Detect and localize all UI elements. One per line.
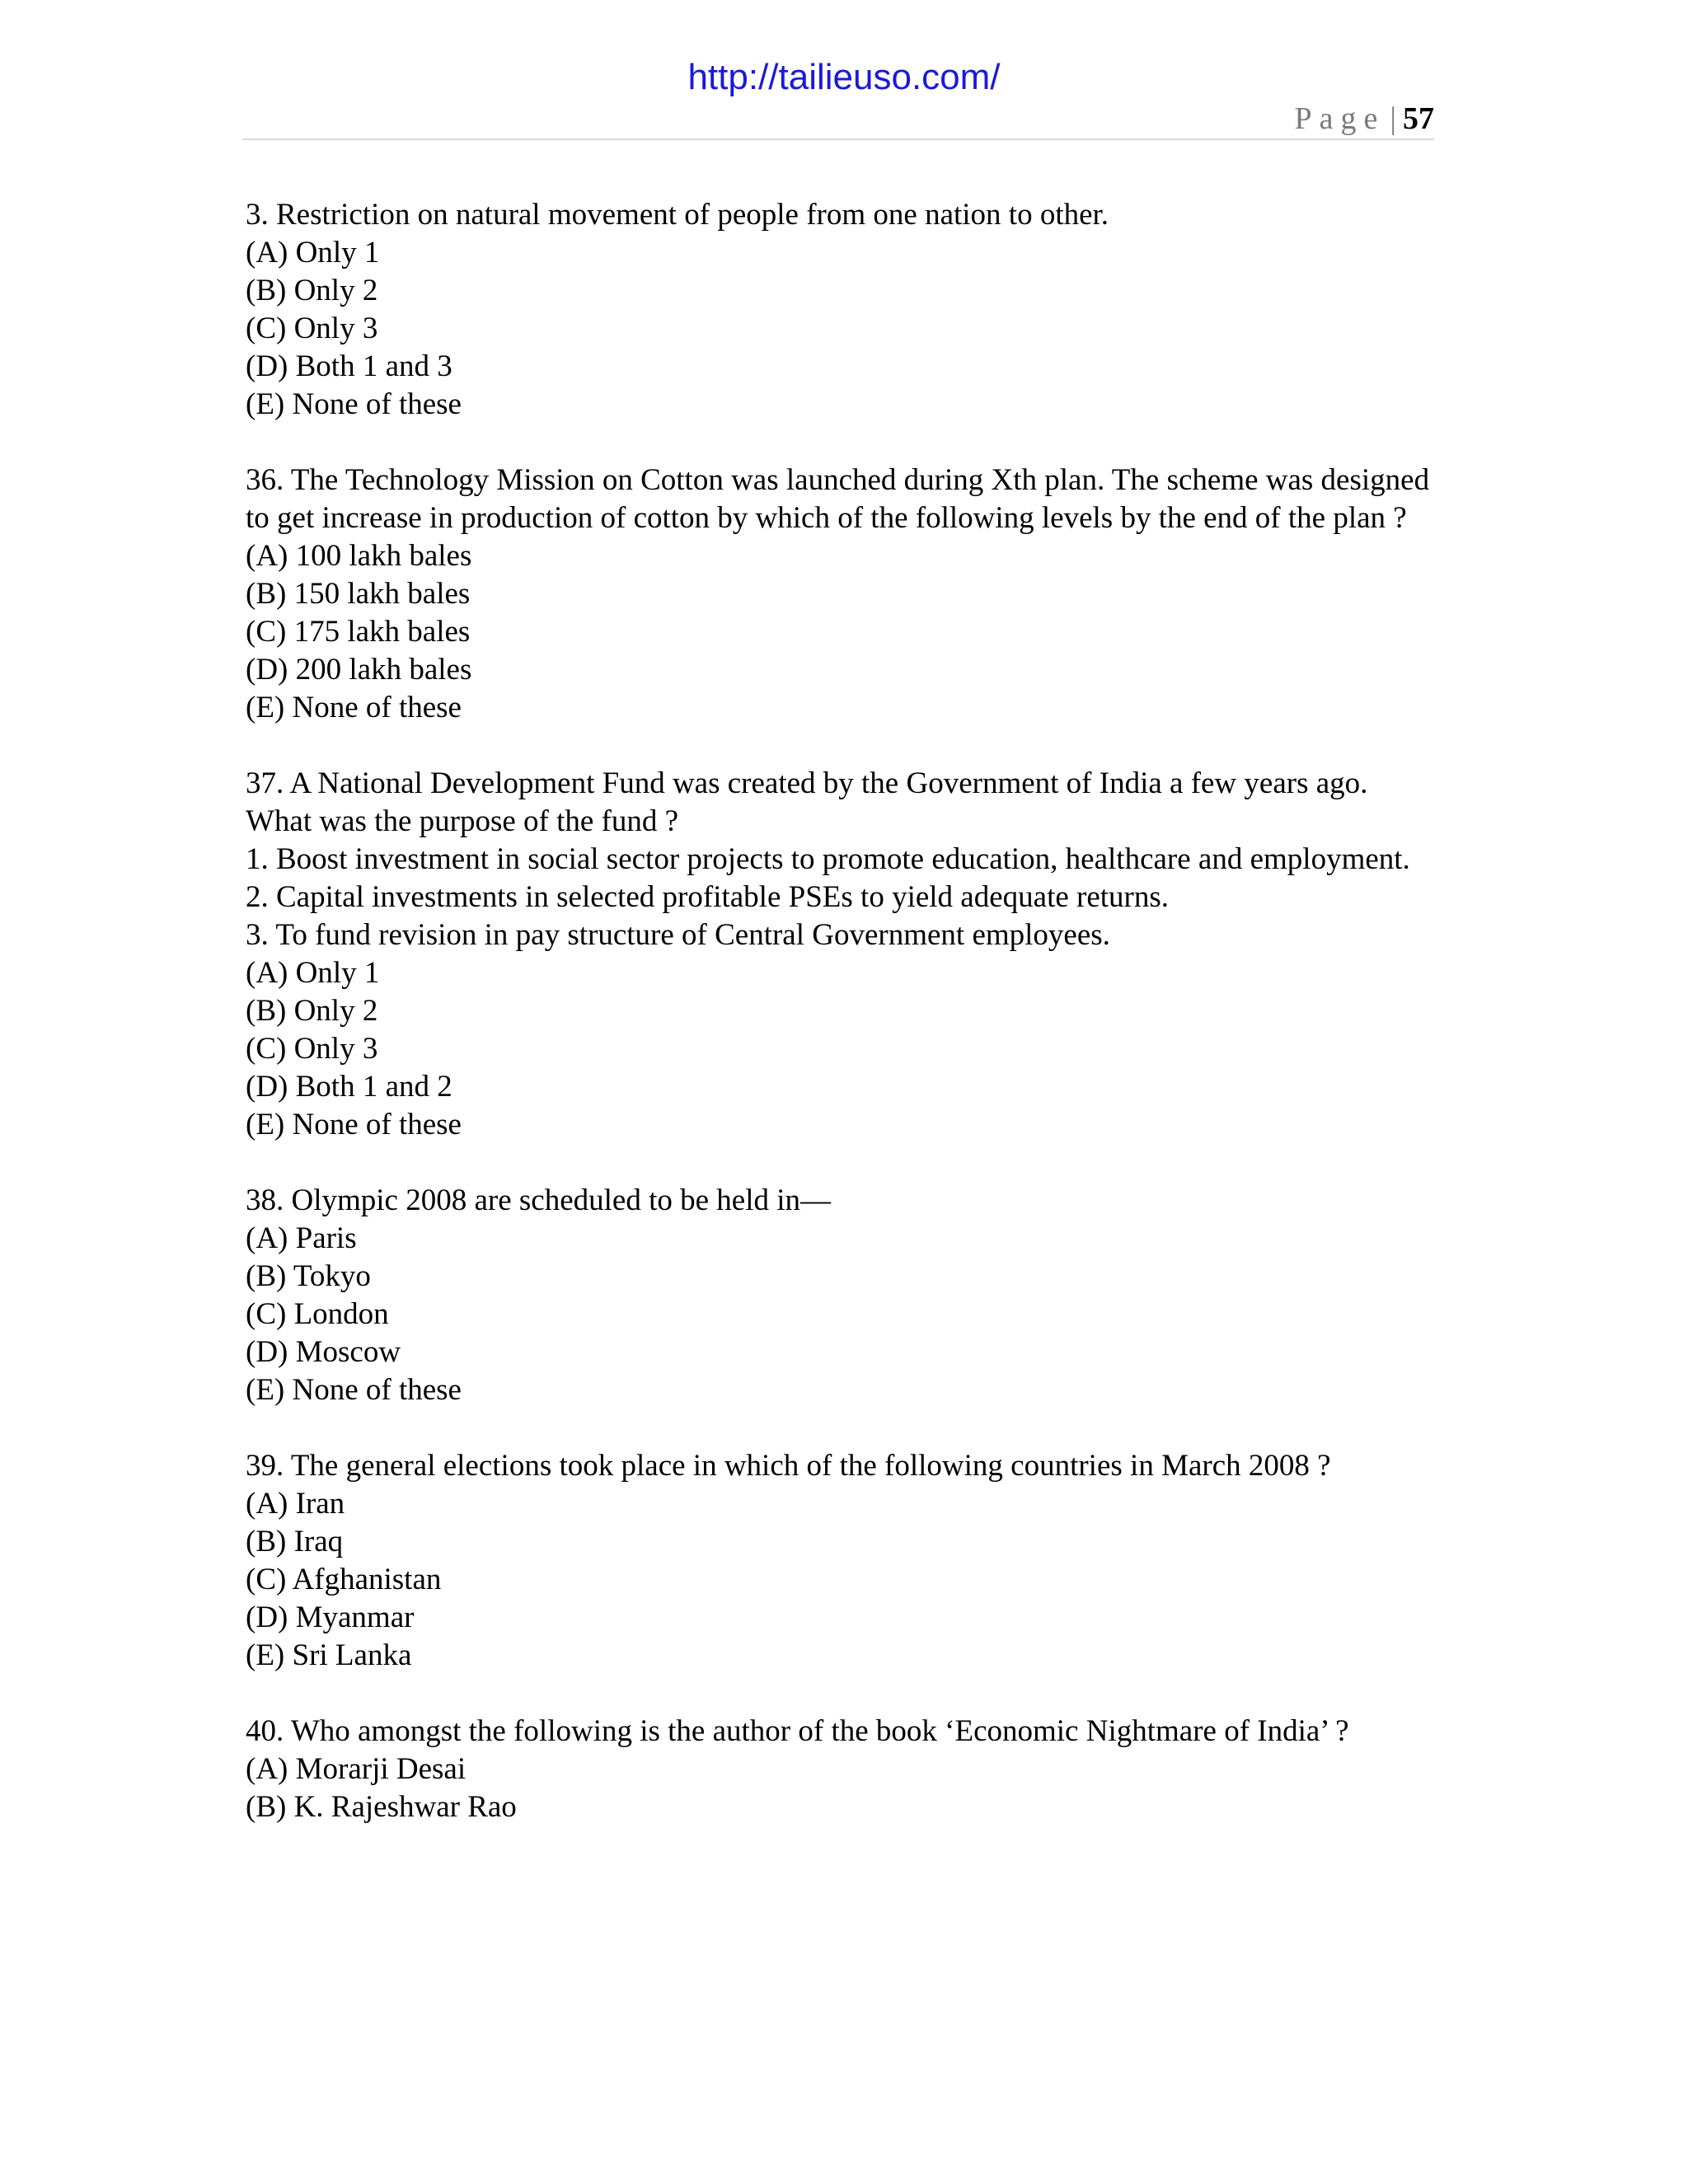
option-e: (E) None of these xyxy=(246,1373,462,1407)
question-36 xyxy=(246,462,1432,727)
page-separator: | xyxy=(1390,101,1396,136)
option-d: (D) Both 1 and 2 xyxy=(246,1070,452,1104)
page-number-value: 57 xyxy=(1403,101,1434,136)
option-a: (A) Paris xyxy=(246,1221,357,1255)
question-38 xyxy=(246,1182,1432,1409)
option-b: (B) K. Rajeshwar Rao xyxy=(246,1790,517,1824)
document-body xyxy=(246,196,1432,1864)
statement-1: 1. Boost investment in social sector projects to promote education, healthcare and employment. xyxy=(246,842,1410,876)
statement-2: 2. Capital investments in selected profitable PSEs to yield adequate returns. xyxy=(246,880,1170,914)
page-number xyxy=(1295,97,1434,140)
option-c: (C) London xyxy=(246,1297,389,1331)
question-text: 40. Who amongst the following is the author of the book ‘Economic Nightmare of India’ ? xyxy=(246,1714,1349,1748)
option-c: (C) 175 lakh bales xyxy=(246,615,471,649)
page-label: Page xyxy=(1294,101,1386,136)
option-a: (A) Only 1 xyxy=(246,236,380,269)
option-b: (B) Iraq xyxy=(246,1525,344,1558)
option-d: (D) 200 lakh bales xyxy=(246,653,472,687)
option-b: (B) 150 lakh bales xyxy=(246,577,471,611)
option-d: (D) Both 1 and 3 xyxy=(246,349,452,383)
option-e: (E) None of these xyxy=(246,1108,462,1141)
option-a: (A) Iran xyxy=(246,1487,345,1521)
option-d: (D) Moscow xyxy=(246,1335,401,1369)
question-text: 37. A National Development Fund was created by the Government of India a few years ago. What was the purpose of the fund ? xyxy=(246,766,1368,838)
header-url-link[interactable]: http://tailieuso.com/ xyxy=(687,57,1001,97)
statement-3: 3. To fund revision in pay structure of Central Government employees. xyxy=(246,918,1110,952)
question-40 xyxy=(246,1713,1432,1826)
question-text: 36. The Technology Mission on Cotton was launched during Xth plan. The scheme was designed to get increase in production of cotton by which of the following levels by the end of the plan ? xyxy=(246,463,1430,535)
option-a: (A) Only 1 xyxy=(246,956,380,990)
option-b: (B) Only 2 xyxy=(246,274,378,307)
option-a: (A) Morarji Desai xyxy=(246,1752,467,1786)
question-text: 38. Olympic 2008 are scheduled to be held in— xyxy=(246,1183,832,1217)
option-c: (C) Only 3 xyxy=(246,1032,378,1066)
option-b: (B) Tokyo xyxy=(246,1259,371,1293)
question-text: 39. The general elections took place in which of the following countries in March 2008 ? xyxy=(246,1449,1331,1483)
question-39 xyxy=(246,1447,1432,1675)
option-e: (E) Sri Lanka xyxy=(246,1638,412,1672)
option-e: (E) None of these xyxy=(246,691,462,724)
option-c: (C) Only 3 xyxy=(246,312,378,345)
question-37 xyxy=(246,765,1432,1144)
option-d: (D) Myanmar xyxy=(246,1601,415,1634)
option-a: (A) 100 lakh bales xyxy=(246,539,472,573)
statement-3: 3. Restriction on natural movement of people from one nation to other. xyxy=(246,198,1109,232)
option-b: (B) Only 2 xyxy=(246,994,378,1028)
option-c: (C) Afghanistan xyxy=(246,1563,442,1596)
question-3-continued xyxy=(246,196,1432,424)
header-divider xyxy=(242,138,1434,140)
option-e: (E) None of these xyxy=(246,387,462,421)
